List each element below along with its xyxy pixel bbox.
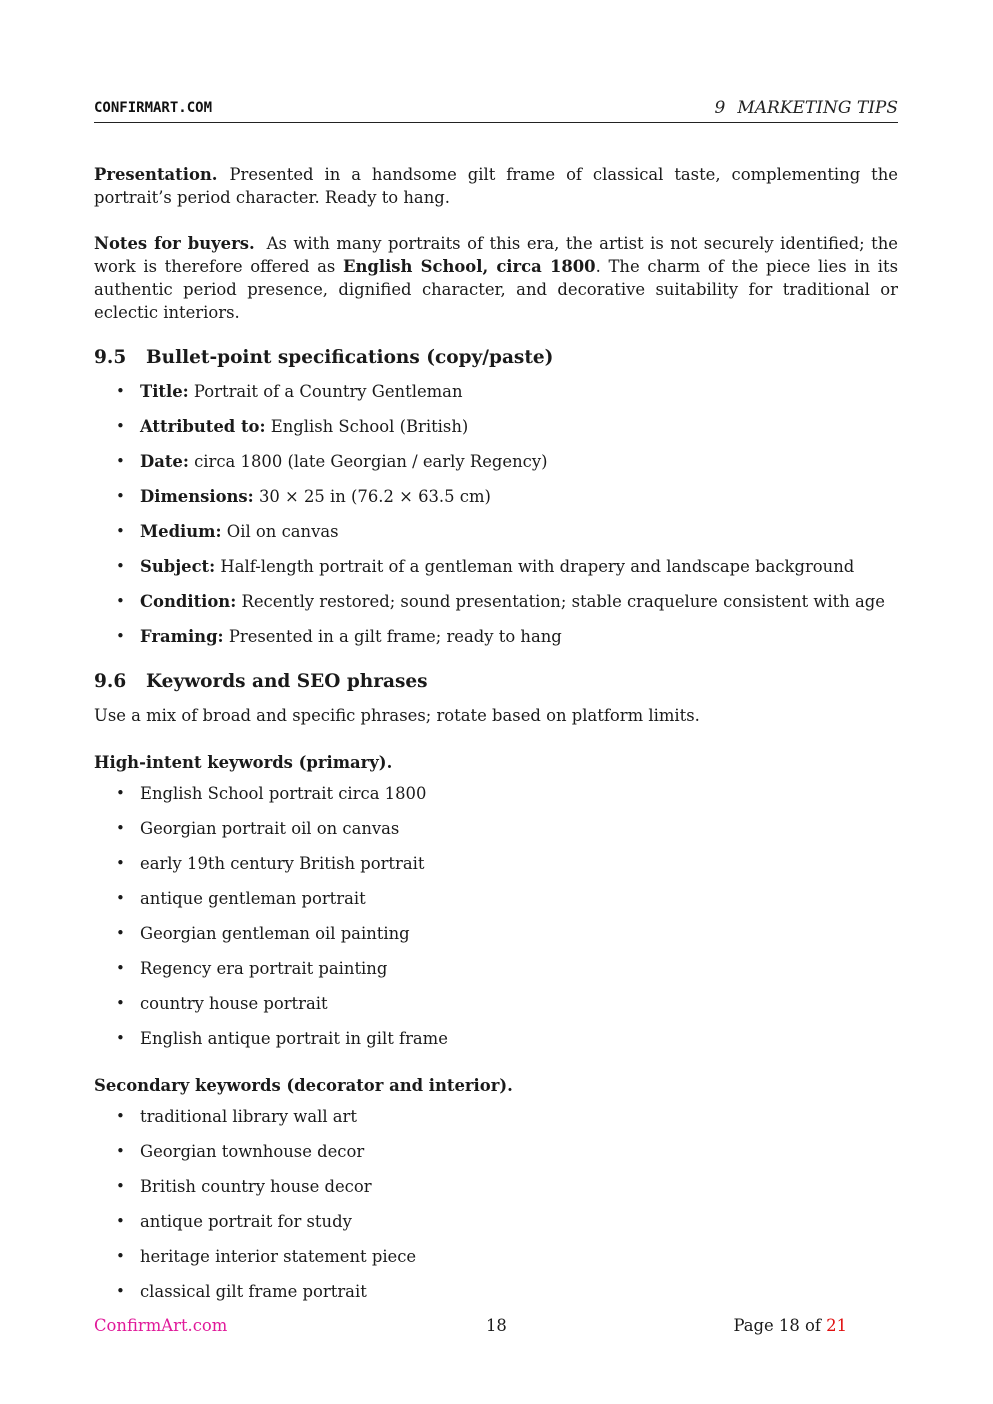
list-item	[94, 590, 898, 613]
section-heading-9-6	[94, 669, 898, 695]
list-item: • Georgian gentleman oil painting	[94, 922, 898, 945]
spec-label: Date:	[140, 452, 189, 471]
primary-keywords-heading: High-intent keywords (primary).	[94, 753, 393, 772]
section-number: 9.5	[94, 347, 127, 368]
spec-label: Framing:	[140, 627, 224, 646]
list-item	[94, 415, 898, 438]
spec-label: Medium:	[140, 522, 222, 541]
spec-label: Title:	[140, 382, 189, 401]
list-item	[94, 625, 898, 648]
chapter-number: 9	[714, 98, 726, 118]
spec-value: Recently restored; sound presentation; stable craquelure consistent with age	[241, 592, 885, 611]
list-item: • country house portrait	[94, 992, 898, 1015]
spec-label: Condition:	[140, 592, 237, 611]
footer-page-number: 18	[486, 1316, 507, 1335]
page-prefix: Page 18 of	[733, 1316, 827, 1335]
notes-bold: English School, circa 1800	[342, 257, 596, 276]
notes-label: Notes for buyers.	[94, 234, 255, 253]
notes-text-after: . The charm of the piece lies in its authentic period presence, dignified character, and decorative suitability for traditional or eclectic interiors.	[94, 257, 899, 322]
list-item: • Georgian townhouse decor	[94, 1140, 898, 1163]
spec-value: 30 × 25 in (76.2 × 63.5 cm)	[258, 487, 491, 506]
notes-text-before: As with many portraits of this era, the artist is not securely identified; the work is therefore offered as	[94, 234, 898, 276]
list-item: • traditional library wall art	[94, 1105, 898, 1128]
section-number: 9.6	[94, 671, 127, 692]
footer-page-count	[733, 1316, 847, 1335]
presentation-text: Presented in a handsome gilt frame of classical taste, complementing the portrait’s period character. Ready to hang.	[94, 165, 898, 207]
presentation-label: Presentation.	[94, 165, 218, 184]
spec-value: circa 1800 (late Georgian / early Regency)	[194, 452, 548, 471]
page-content	[94, 163, 898, 1303]
presentation-paragraph	[94, 163, 898, 209]
confirmart-logo: CONFIRMART.COM	[94, 100, 213, 116]
page-header	[94, 96, 898, 123]
list-item: • Regency era portrait painting	[94, 957, 898, 980]
list-item: • antique gentleman portrait	[94, 887, 898, 910]
spec-value: Half-length portrait of a gentleman with drapery and landscape background	[220, 557, 855, 576]
spec-value: Presented in a gilt frame; ready to hang	[228, 627, 562, 646]
spec-label: Dimensions:	[140, 487, 254, 506]
spec-label: Attributed to:	[140, 417, 266, 436]
list-item	[94, 450, 898, 473]
list-item: • English School portrait circa 1800	[94, 782, 898, 805]
secondary-keyword-list	[94, 1105, 898, 1303]
list-item: • Georgian portrait oil on canvas	[94, 817, 898, 840]
list-item: • antique portrait for study	[94, 1210, 898, 1233]
list-item: • British country house decor	[94, 1175, 898, 1198]
list-item	[94, 380, 898, 403]
list-item: • early 19th century British portrait	[94, 852, 898, 875]
keywords-intro: Use a mix of broad and specific phrases; rotate based on platform limits.	[94, 706, 700, 725]
spec-value: Oil on canvas	[226, 522, 339, 541]
footer-site-link[interactable]: ConfirmArt.com	[94, 1316, 228, 1335]
list-item	[94, 520, 898, 543]
chapter-title: MARKETING TIPS	[737, 98, 898, 118]
list-item: • classical gilt frame portrait	[94, 1280, 898, 1303]
section-heading-9-5	[94, 345, 898, 371]
section-title: Bullet-point specifications (copy/paste)	[146, 347, 554, 368]
spec-label: Subject:	[140, 557, 216, 576]
page-footer	[94, 1316, 847, 1338]
list-item: • English antique portrait in gilt frame	[94, 1027, 898, 1050]
page-total-link[interactable]: 21	[826, 1316, 847, 1335]
list-item: • heritage interior statement piece	[94, 1245, 898, 1268]
list-item	[94, 485, 898, 508]
primary-keyword-list	[94, 782, 898, 1050]
list-item	[94, 555, 898, 578]
notes-paragraph	[94, 232, 898, 324]
spec-list	[94, 380, 898, 648]
running-head	[715, 98, 898, 118]
spec-value: English School (British)	[270, 417, 469, 436]
section-title: Keywords and SEO phrases	[146, 671, 428, 692]
secondary-keywords-heading: Secondary keywords (decorator and interior).	[94, 1076, 513, 1095]
spec-value: Portrait of a Country Gentleman	[193, 382, 463, 401]
